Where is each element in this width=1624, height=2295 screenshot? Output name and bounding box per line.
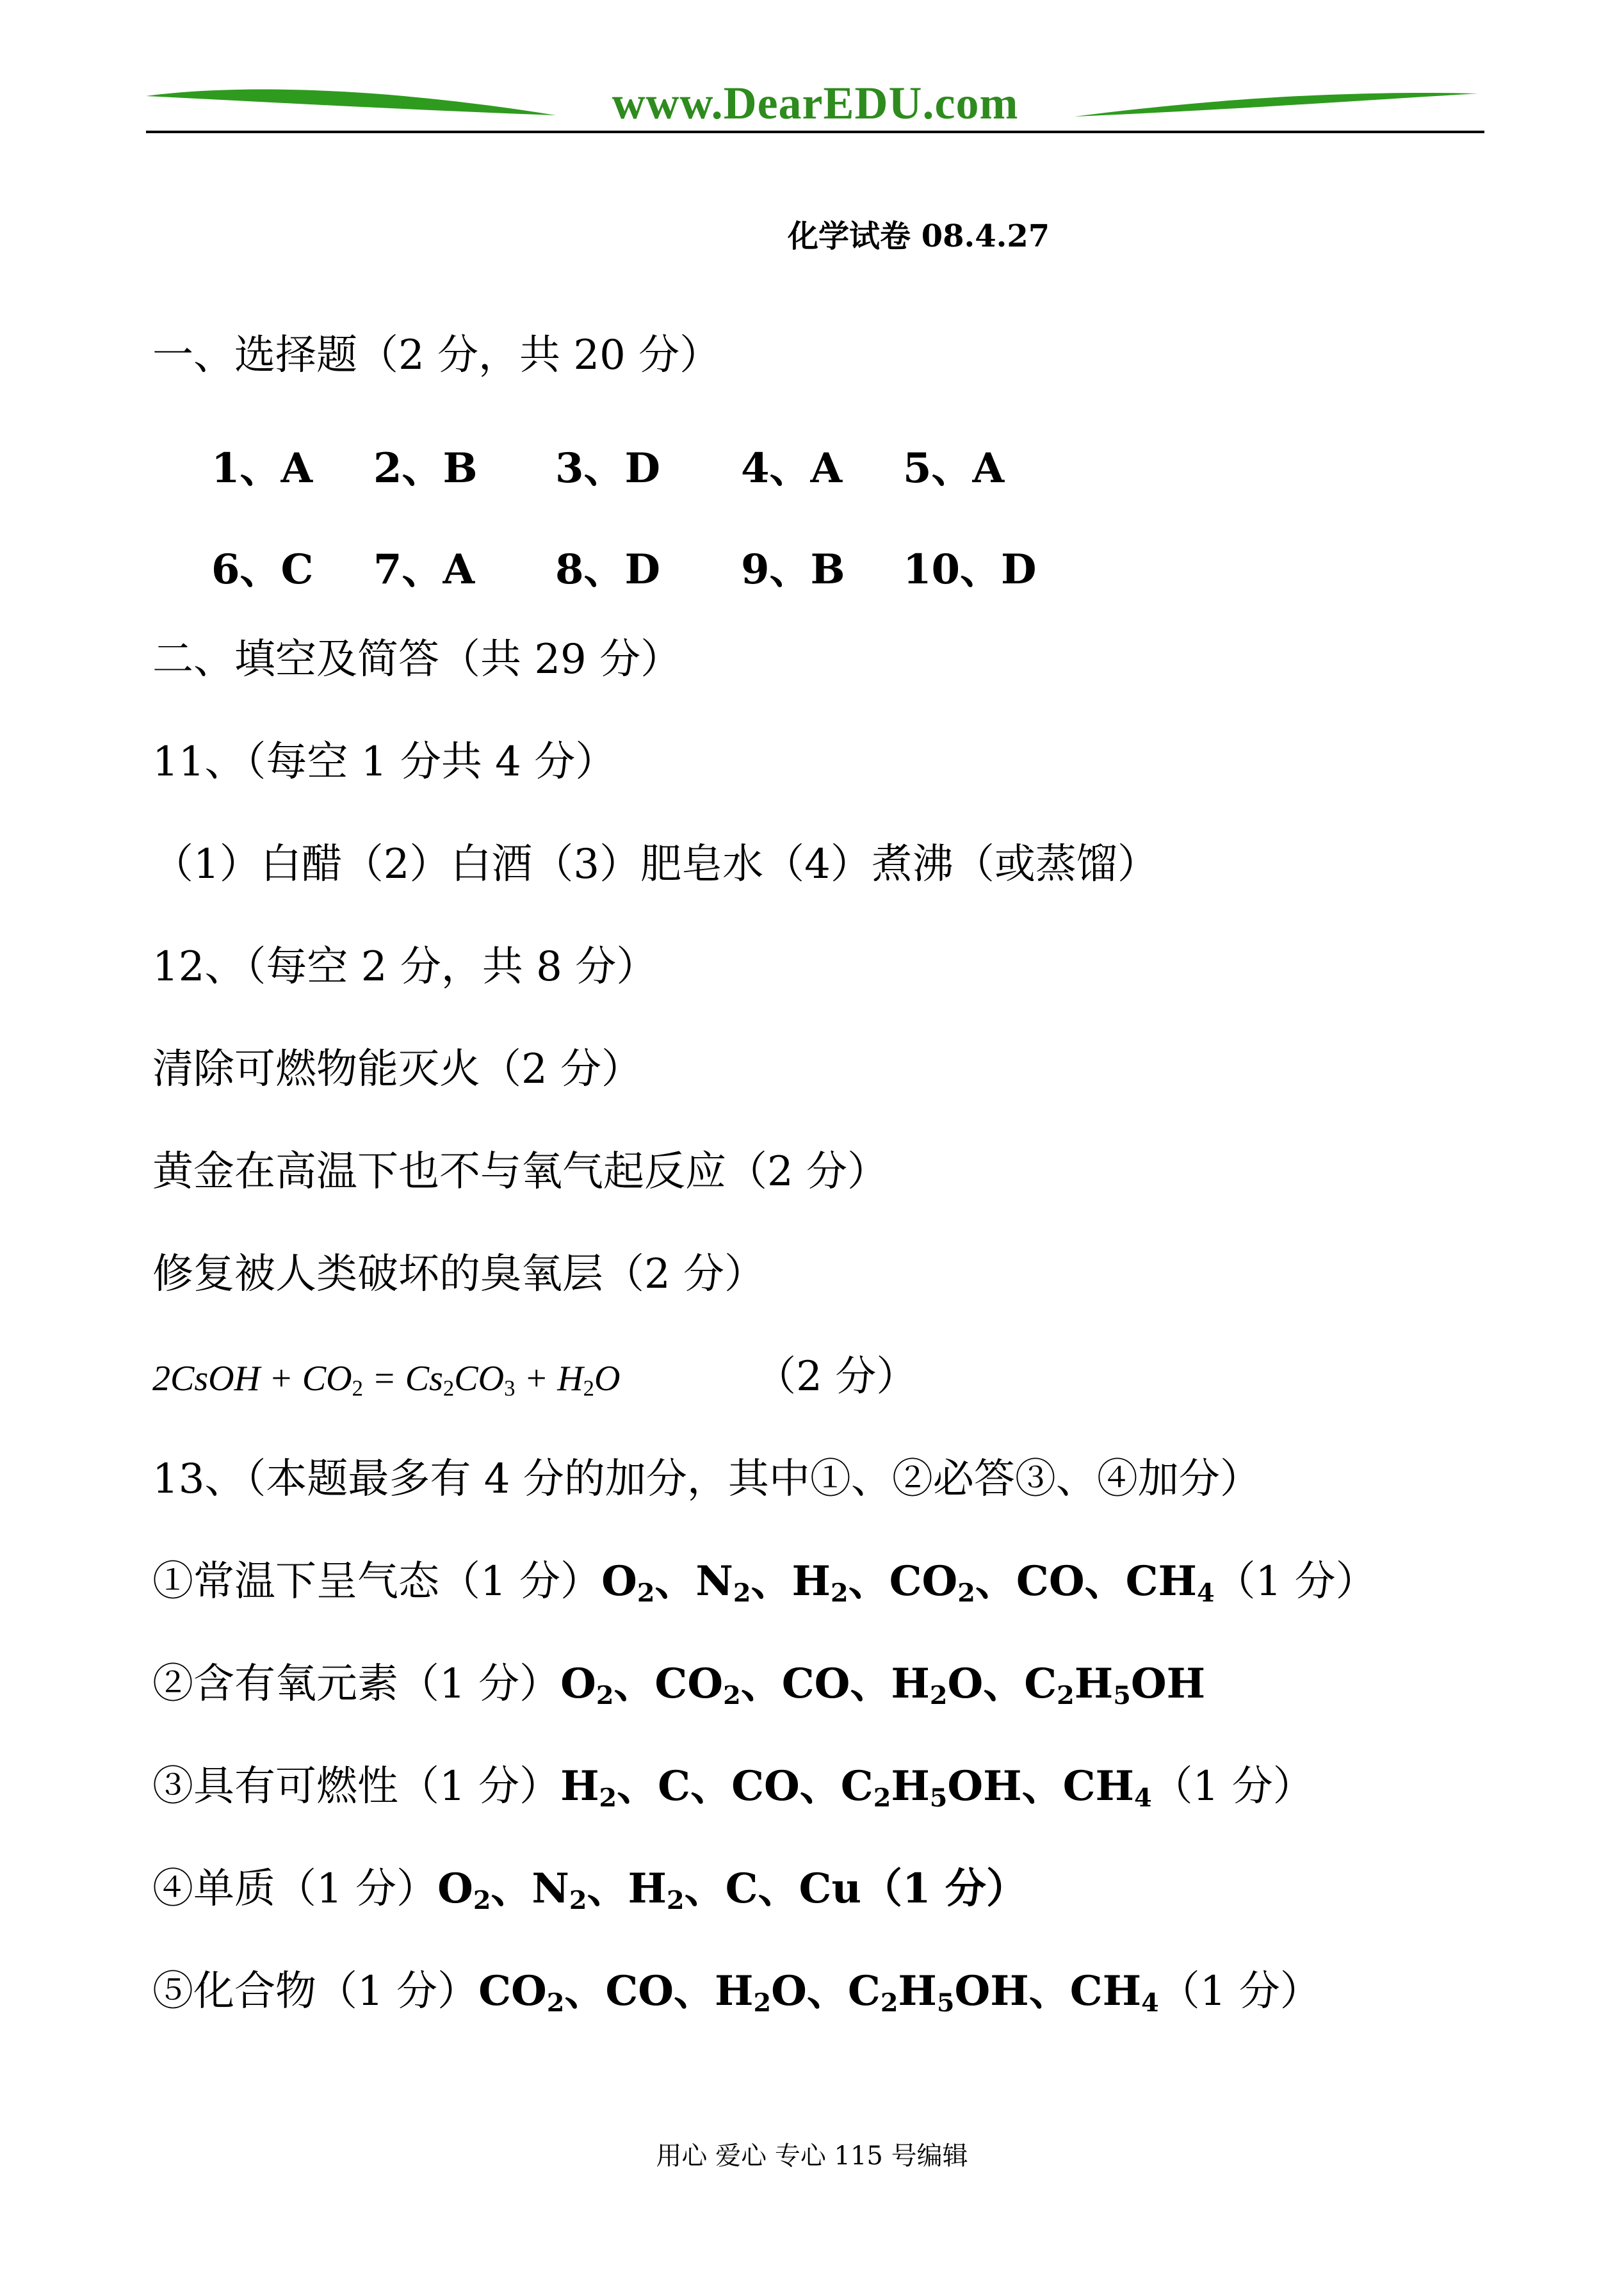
answer-1: 1、A	[211, 444, 313, 492]
chemical-equation: 2CsOH + $CO_2 = Cs_2CO_3 + H_2O$	[152, 1359, 621, 1401]
q12-line-1: 清除可燃物能灭火（2 分）	[152, 1046, 643, 1093]
answer-3: 3、D	[555, 444, 661, 492]
q13-line-2: ②含有氧元素（1 分）$O_2$、$CO_2$、CO、$H_2O$、$C_2H_5OH$	[152, 1660, 1206, 1710]
answer-6: 6、C	[211, 546, 314, 594]
q11-heading: 11、（每空 1 分共 4 分）	[152, 738, 617, 786]
q13-line-5: ⑤化合物（1 分）$CO_2$、CO、$H_2O$、$C_2H_5OH$、$CH_4(1$ 分）	[152, 1967, 1321, 2018]
answer-2: 2、B	[373, 444, 478, 492]
q12-line-2: 黄金在高温下也不与氧气起反应（2 分）	[152, 1148, 889, 1196]
q11-answer: （1）白醋（2）白酒（3）肥皂水（4）煮沸（或蒸馏）	[152, 841, 1158, 888]
q12-heading: 12、（每空 2 分，共 8 分）	[152, 943, 658, 991]
equation-score: （2 分）	[755, 1353, 918, 1400]
answer-8: 8、D	[555, 546, 661, 594]
header-rule	[146, 131, 1484, 133]
left-swoosh	[146, 90, 556, 115]
answer-10: 10、D	[903, 546, 1037, 594]
q12-line-3: 修复被人类破坏的臭氧层（2 分）	[152, 1251, 766, 1298]
answer-7: 7、A	[373, 546, 475, 594]
q12-equation-line	[152, 1351, 917, 1404]
page-footer: 用心 爱心 专心 115 号编辑	[656, 2141, 968, 2171]
q13-line-3: ③具有可燃性（1 分）$H_2$、C、CO、$C_2H_5OH$、$CH_4(1$ 分）	[152, 1762, 1314, 1813]
q13-line-4: ④单质（1 分）$O_2$、$N_2$、$H_2$、C、Cu（1 分）	[152, 1865, 1027, 1915]
right-swoosh	[1075, 93, 1478, 117]
answer-4: 4、A	[741, 444, 843, 492]
answer-9: 9、B	[741, 546, 845, 594]
q13-heading: 13、（本题最多有 4 分的加分，其中①、②必答③、④加分）	[152, 1456, 1261, 1503]
section2-heading: 二、填空及简答（共 29 分）	[152, 636, 682, 683]
site-logo: www.DearEDU.com	[612, 77, 1019, 129]
page-title: 化学试卷 08.4.27	[788, 218, 1050, 254]
answer-5: 5、A	[903, 444, 1005, 492]
section1-heading: 一、选择题（2 分，共 20 分）	[152, 332, 721, 379]
q13-line-1: ①常温下呈气态（1 分）$O_2$、$N_2$、$H_2$、$CO_2$、CO、$CH_4(1$ 分）	[152, 1557, 1377, 1608]
header-banner	[146, 77, 1484, 134]
